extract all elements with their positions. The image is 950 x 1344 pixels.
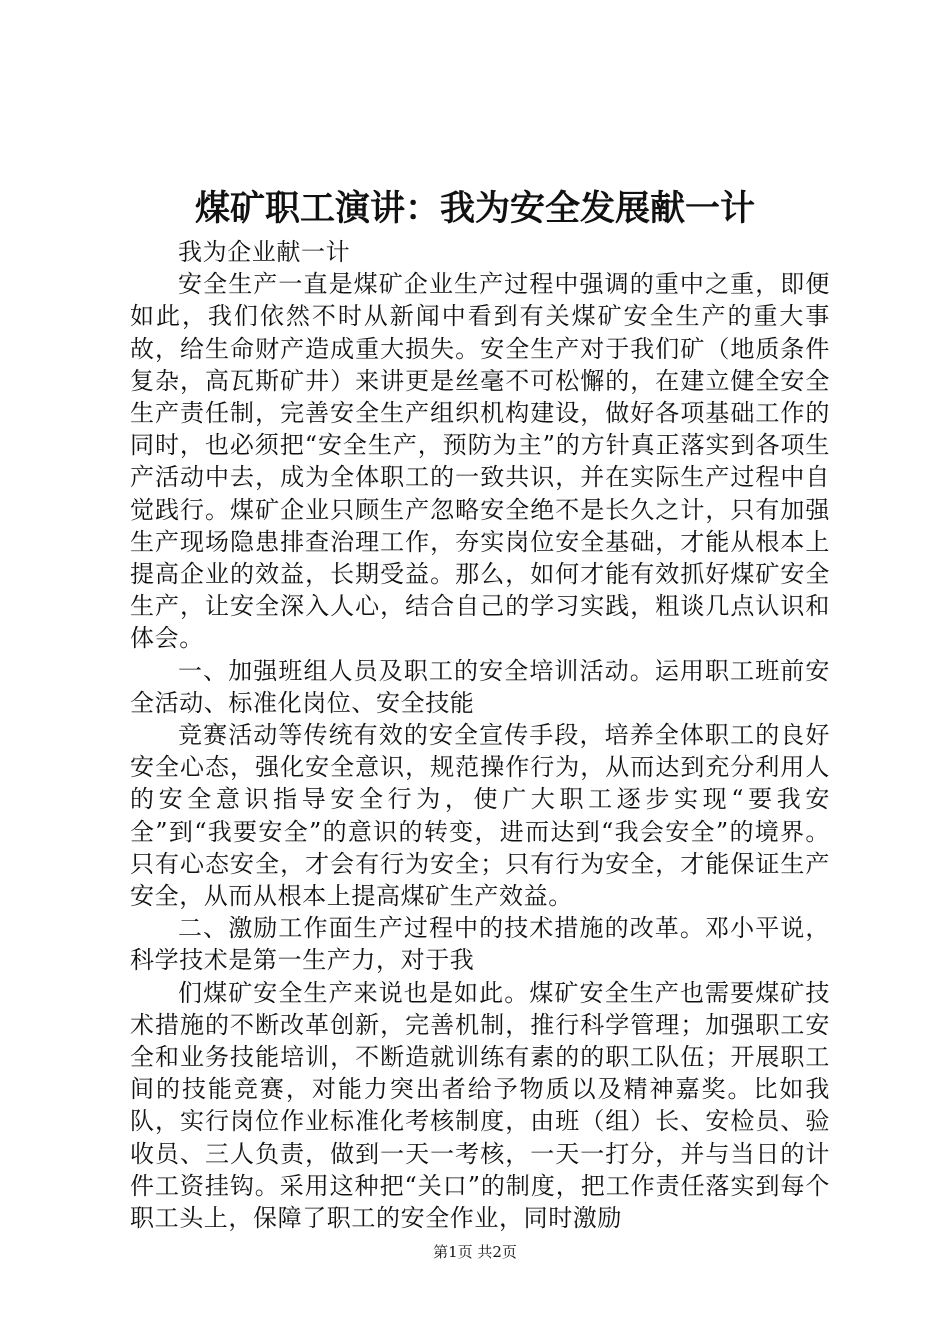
paragraph-3: 一、加强班组人员及职工的安全培训活动。运用职工班前安全活动、标准化岗位、安全技能: [130, 656, 830, 717]
page-number-footer: 第1页 共2页: [433, 1243, 517, 1261]
page-title: 煤矿职工演讲：我为安全发展献一计: [194, 188, 755, 229]
paragraph-1: 我为企业献一计: [178, 238, 351, 266]
paragraph-6: 们煤矿安全生产来说也是如此。煤矿安全生产也需要煤矿技术措施的不断改革创新，完善机制，推行科学管理；加强职工安全和业务技能培训，不断造就训练有素的的职工队伍；开展职工间的技能竞赛，对能力突出者给予物质以及精神嘉奖。比如我队，实行岗位作业标准化考核制度，由班（组）长、安检员、验收员、三人负责，做到一天一考核，一天一打分，并与当日的计件工资挂钩。采用这种把“关口”的制度，把工作责任落实到每个职工头上，保障了职工的安全作业，同时激励: [130, 978, 830, 1233]
paragraph-4: 竞赛活动等传统有效的安全宣传手段，培养全体职工的良好安全心态，强化安全意识，规范操作行为，从而达到充分利用人的安全意识指导安全行为，使广大职工逐步实现“要我安全”到“我要安全”的意识的转变，进而达到“我会安全”的境界。只有心态安全，才会有行为安全；只有行为安全，才能保证生产安全，从而从根本上提高煤矿生产效益。: [130, 721, 830, 911]
paragraph-2: 安全生产一直是煤矿企业生产过程中强调的重中之重，即便如此，我们依然不时从新闻中看到有关煤矿安全生产的重大事故，给生命财产造成重大损失。安全生产对于我们矿（地质条件复杂，高瓦斯矿井）来讲更是丝毫不可松懈的，在建立健全安全生产责任制，完善安全生产组织机构建设，做好各项基础工作的同时，也必须把“安全生产，预防为主”的方针真正落实到各项生产活动中去，成为全体职工的一致共识，并在实际生产过程中自觉践行。煤矿企业只顾生产忽略安全绝不是长久之计，只有加强生产现场隐患排查治理工作，夯实岗位安全基础，才能从根本上提高企业的效益，长期受益。那么，如何才能有效抓好煤矿安全生产，让安全深入人心，结合自己的学习实践，粗谈几点认识和体会。: [130, 270, 830, 653]
paragraph-5: 二、激励工作面生产过程中的技术措施的改革。邓小平说，科学技术是第一生产力，对于我: [130, 914, 830, 975]
document-body: [130, 236, 830, 1234]
